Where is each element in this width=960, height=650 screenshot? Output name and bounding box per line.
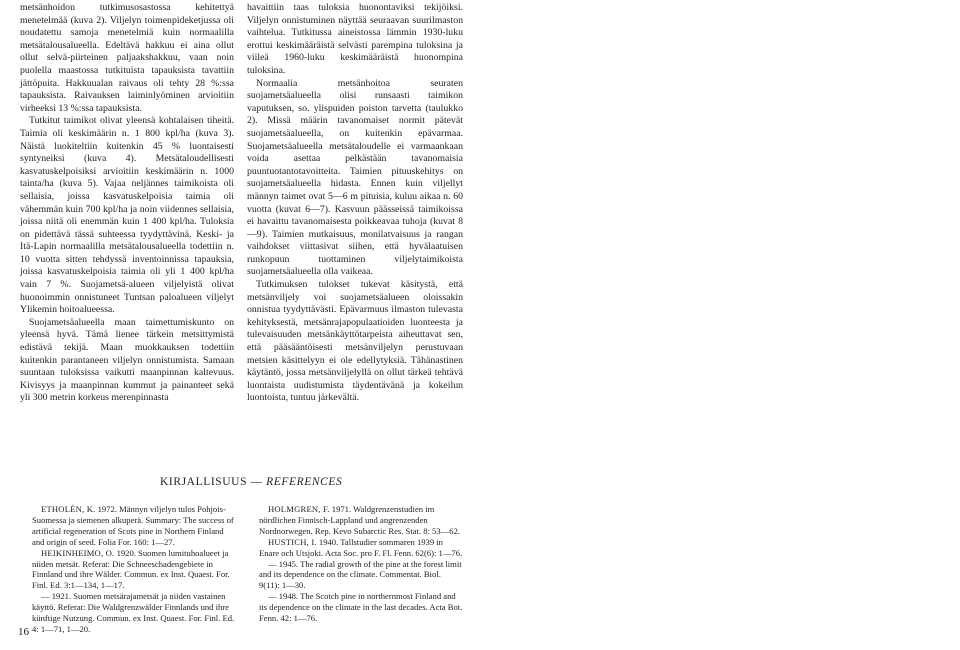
reference-text: 1940. Tallstudier sommaren 1939 in Enare och Utsjoki. Acta Soc. pro F. Fl. Fenn. 62(6): 1—76.	[259, 536, 463, 558]
references-heading-fi: KIRJALLISUUS —	[160, 476, 267, 488]
reference-text: 1972. Männyn viljelyn tulos Pohjois-Suomessa ja siemenen alkuperä. Summary: The success of artificial regeneration of Scots pine in Northern Finland and origin of seed. Folia For. 160: 1—27.	[32, 504, 234, 547]
reference-text: — 1921. Suomen metsärajametsät ja niiden vastainen käyttö. Referat: Die Waldgrenzwälder Finnlands und ihre künftige Nutzung. Commun. ex Inst. Quaest. For. Finl. Ed. 4: 1—71, 1—20.	[32, 591, 235, 634]
reference-entry	[247, 559, 463, 592]
page-number-left: 16	[18, 626, 29, 638]
paragraph: Tutkitut taimikot olivat yleensä kohtalaisen tiheitä. Taimia oli keskimäärin n. 1 800 kpl/ha (kuva 3). Näistä luokiteltiin kuitenkin 45 % luontaisesti syntyneiksi (kuva 4). Metsätaloudellisesti kasvatuskelpoisiksi arvioitiin keskimäärin n. 1000 tainta/ha (kuva 5). Vajaa neljännes taimikoista oli sellaisia, joissa kasvatuskelpoisia taimia oli vähemmän kuin 700 kpl/ha ja noin viidennes sellaisia, joissa niitä oli enemmän kuin 1 400 kpl/ha. Tuloksia on pidettävä tässä suhteessa tyydyttävinä. Keski- ja Itä-Lapin normaalilla metsätalousalueella todettiin n. 10 vuotta sitten tehdyssä inventoinnissa tapauksia, joissa kasvatuskelpoisia taimia oli yli 1 400 kpl/ha vain 7 %. Suojametsä-alueen viljelyistä olivat huonoimmin onnistuneet Tuntsan paloalueen viljelyt Ylikemin hoitoalueessa.	[20, 115, 234, 316]
reference-entry	[20, 591, 236, 635]
reference-list-1	[20, 504, 236, 635]
right-page	[484, 0, 960, 650]
paragraph: havaittiin taas tuloksia huonontaviksi tekijöiksi. Viljelyn onnistuminen näyttää seuraavan suurilmaston vaihtelua. Tutkitussa aineistossa lämmin 1930-luku erottui keskimääräistä selvästi parempina tuloksina ja viileä 1960-luku keskimääräistä huonompina tuloksina.	[247, 2, 463, 76]
references-heading	[160, 476, 460, 488]
reference-entry	[247, 504, 463, 537]
paragraph: Tutkimuksen tulokset tukevat käsitystä, että metsänviljely voi suojametsäalueen oloissakin onnistua tyydyttävästi. Epävarmuus ilmaston tulevasta kehityksestä, metsänrajapopulaatioiden luonteesta ja tulevaisuuden metsänkäyttötarpeista aiheuttavat sen, että pääsääntöisesti metsänviljelyn perustuvaan metsien käsittelyyn ei ole edellytyksiä. Tähänastinen käytäntö, jossa metsänviljelyllä on ollut tärkeä tehtävä luontaista uudistumista täydentävänä ja kokeilun luontoista, tuntuu järkevältä.	[247, 279, 463, 404]
reference-text: 1971. Waldgrenzenstudien im nördlichen Finnisch-Lappland und angrenzenden Nordnorwegen. Rep. Kevo Subarctic Res. Stat. 8: 53—62.	[259, 504, 460, 536]
reference-text: — 1945. The radial growth of the pine at the forest limit and its dependence on the climate. Commentat. Biol. 9(11): 1—30.	[259, 558, 462, 591]
paragraph: Suojametsäalueella maan taimettumiskunto on yleensä hyvä. Tämä lienee tärkein metsittymistä edistävä tekijä. Maan muokkauksen todettiin kuitenkin parantaneen viljelyn onnistumista. Samaan suuntaan tuloksissa vaikutti maanpinnan kaltevuus. Kivisyys ja maanpinnan kummut ja painanteet sekä yli 300 metrin korkeus merenpinnasta	[20, 316, 234, 404]
body-column-2	[247, 2, 463, 405]
reference-author: HOLMGREN, F.	[268, 504, 330, 514]
reference-entry	[20, 504, 236, 548]
body-column-1	[20, 2, 234, 405]
reference-author: ETHOLÉN, K.	[41, 504, 96, 514]
paragraph: Normaalia metsänhoitoa seuraten suojametsäalueella olisi runsaasti taimikon vaputuksen, so. ylispuiden poiston tarvetta (taulukko 2). Missä määrin tavanomaiset normit pätevät suojametsäalueella, on kuitenkin epävarmaa. Suojametsäalueella metsätaloudelle ei varmaankaan voida asettaa pelkästään tavanomaisia puuntuotantotavoitteita. Taimien pituuskehitys on suojametsäalueella hidasta. Ennen kuin viljellyt männyn taimet ovat 5—6 m pituisia, kuluu aikaa n. 60 vuotta (kuvat 6—7). Kasvuun päässeissä taimikoissa ei havaittu tavanomaisesta poikkeavaa tuhoja (kuvat 8—9). Taimien mutkaisuus, monilatvaisuus ja rangan vaihdokset viittasivat siihen, että hyvälaatuisen runkopuun tuottaminen viljelytaimikoista suojametsäalueella olla vaikeaa.	[247, 77, 463, 278]
reference-entry	[20, 548, 236, 592]
reference-text: — 1948. The Scotch pine in northernmost Finland and its dependence on the climate in the last decades. Acta Bot. Fenn. 42: 1—76.	[259, 591, 463, 624]
reference-text: 1920. Suomen lumituhoalueet ja niiden metsät. Referat: Die Schneeschadengebiete in Finnland und ihre Wälder. Commun. ex Inst. Quaest. For. Finl. Ed. 3:1—134, 1—17.	[32, 547, 230, 591]
reference-list-2	[247, 504, 463, 624]
reference-author: HUSTICH, I.	[268, 536, 317, 547]
reference-entry	[247, 537, 463, 559]
reference-entry	[247, 591, 463, 624]
paragraph: metsänhoidon tutkimusosastossa kehitettyä menetelmää (kuva 2). Viljelyn toimenpideketjussa oli noudatettu samoja menetelmiä kuin normaalilla metsätalousalueella. Edeltävä hakkuu ei aina ollut ollut selvä-piirteinen paljaakshakkuu, vaan noin puolella maastossa tutkituista tapauksista tavattiin jättöpuita. Hakkuualan raivaus oli tehty 28 %:ssa tapauksista. Raivauksen laiminlyöminen arvioitiin virheeksi 13 %:ssa tapauksista.	[20, 2, 234, 114]
reference-author: HEIKINHEIMO, O.	[41, 547, 115, 558]
references-heading-en: REFERENCES	[266, 476, 343, 488]
